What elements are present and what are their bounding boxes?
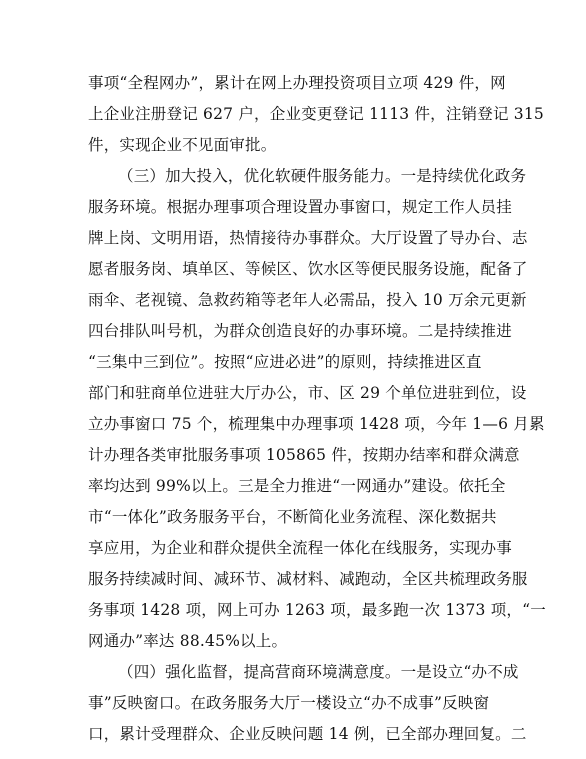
text-line: 市“一体化”政务服务平台，不断简化业务流程、深化数据共 [88,508,497,526]
text-line: 事”反映窗口。在政务服务大厅一楼设立“办不成事”反映窗 [88,694,490,712]
text-line: 上企业注册登记 627 户，企业变更登记 1113 件，注销登记 315 [88,105,544,123]
paragraph-heading-line: （三）加大投入，优化软硬件服务能力。一是持续优化政务 [118,167,527,185]
text-line: 享应用，为企业和群众提供全流程一体化在线服务，实现办事 [88,539,512,557]
text-line: 网通办”率达 88.45%以上。 [88,632,288,650]
text-line: “三集中三到位”。按照“应进必进”的原则，持续推进区直 [88,353,482,371]
text-line: 四台排队叫号机，为群众创造良好的办事环境。二是持续推进 [88,322,512,340]
text-line: 计办理各类审批服务事项 105865 件，按期办结率和群众满意 [88,446,520,464]
text-line: 服务持续减时间、减环节、减材料、减跑动，全区共梳理政务服 [88,570,528,588]
text-line: 立办事窗口 75 个，梳理集中办理事项 1428 项，今年 1—6 月累 [88,415,545,433]
text-line: 部门和驻商单位进驻大厅办公，市、区 29 个单位进驻到位，设 [88,384,527,402]
paragraph-heading-line: （四）强化监督，提高营商环境满意度。一是设立“办不成 [118,663,519,681]
text-line: 件，实现企业不见面审批。 [88,136,277,154]
text-line: 口，累计受理群众、企业反映问题 14 例，已全部办理回复。二 [88,725,527,743]
text-line: 服务环境。根据办理事项合理设置办事窗口，规定工作人员挂 [88,198,512,216]
text-line: 事项“全程网办”，累计在网上办理投资项目立项 429 件，网 [88,74,506,92]
text-line: 率均达到 99%以上。三是全力推进“一网通办”建设。依托全 [88,477,506,495]
text-line: 愿者服务岗、填单区、等候区、饮水区等便民服务设施，配备了 [88,260,528,278]
text-line: 牌上岗、文明用语，热情接待办事群众。大厅设置了导办台、志 [88,229,528,247]
text-line: 务事项 1428 项，网上可办 1263 项，最多跑一次 1373 项，“一 [88,601,546,619]
text-line: 雨伞、老视镜、急救药箱等老年人必需品，投入 10 万余元更新 [88,291,527,309]
